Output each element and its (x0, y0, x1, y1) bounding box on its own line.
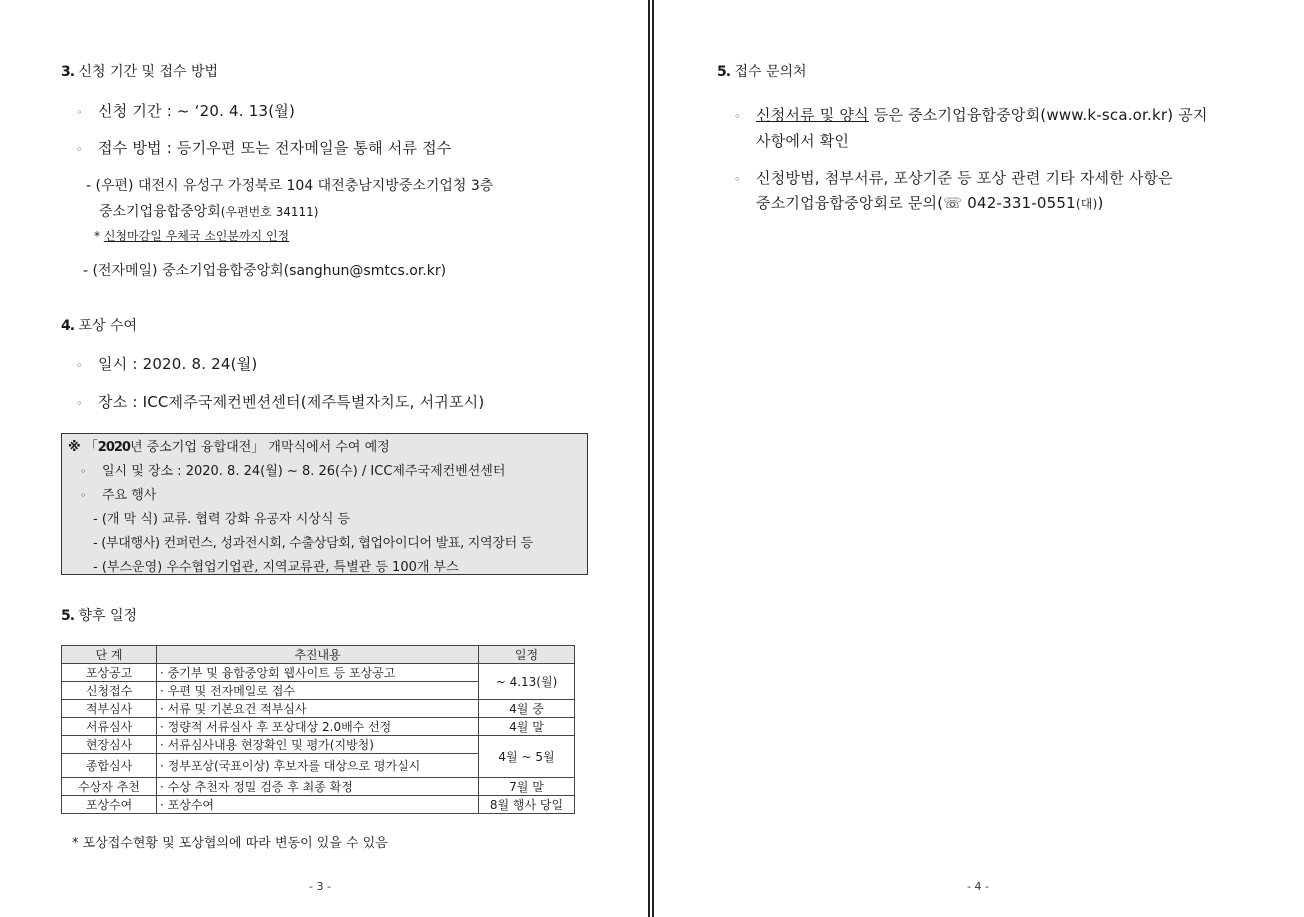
content-cell: · 서류심사내용 현장확인 및 평가(지방청) (157, 736, 479, 754)
note-event-booth: - (부스운영) 우수협업기업관, 지역교류관, 특별관 등 100개 부스 (93, 560, 459, 575)
stage-cell: 적부심사 (62, 700, 157, 718)
bullet-icon: ◦ (80, 465, 87, 478)
date-cell: 4월 중 (479, 700, 575, 718)
table-row (62, 778, 575, 796)
bullet-icon: ◦ (76, 143, 83, 156)
table-row (62, 736, 575, 754)
content-cell: · 정량적 서류심사 후 포상대상 2.0배수 선정 (157, 718, 479, 736)
section-3-heading: 3. 신청 기간 및 접수 방법 (61, 64, 219, 80)
award-place: ◦ 장소 : ICC제주국제컨벤션센터(제주특별자치도, 서귀포시) (76, 393, 485, 411)
note-main-events: ◦ 주요 행사 (80, 488, 157, 503)
stage-cell: 포상공고 (62, 664, 157, 682)
content-cell: · 서류 및 기본요건 적부심사 (157, 700, 479, 718)
date-cell: 4월 ~ 5월 (479, 736, 575, 778)
table-row (62, 664, 575, 682)
col-header-stage: 단 계 (62, 646, 157, 664)
document-page-4 (654, 0, 1304, 917)
event-note-box (61, 433, 588, 575)
content-cell: · 정부포상(국표이상) 후보자를 대상으로 평가실시 (157, 754, 479, 778)
bullet-icon: ◦ (80, 489, 87, 502)
stage-cell: 신청접수 (62, 682, 157, 700)
bullet-icon: ◦ (76, 359, 83, 372)
date-cell: 4월 말 (479, 718, 575, 736)
table-row (62, 718, 575, 736)
section-5-contact-heading: 5. 접수 문의처 (717, 64, 807, 80)
bullet-icon: ◦ (76, 397, 83, 410)
contact-bullet-forms-line2: 사항에서 확인 (756, 132, 850, 150)
page-number: - 4 - (967, 880, 989, 893)
col-header-content: 추진내용 (157, 646, 479, 664)
stage-cell: 종합심사 (62, 754, 157, 778)
stage-cell: 현장심사 (62, 736, 157, 754)
bullet-icon: ◦ (76, 106, 83, 119)
email-submission: - (전자메일) 중소기업융합중앙회(sanghun@smtcs.or.kr) (83, 263, 447, 279)
section-5-heading: 5. 향후 일정 (61, 608, 138, 624)
content-cell: · 포상수여 (157, 796, 479, 814)
note-date-place: ◦ 일시 및 장소 : 2020. 8. 24(월) ~ 8. 26(수) / ICC제주국제컨벤션센터 (80, 464, 506, 479)
postal-deadline-note: * 신청마감일 우체국 소인분까지 인정 (94, 229, 290, 243)
schedule-table (61, 645, 575, 814)
note-event-side: - (부대행사) 컨퍼런스, 성과전시회, 수출상담회, 협업아이디어 발표, 지역장터 등 (93, 536, 533, 551)
date-cell: 8월 행사 당일 (479, 796, 575, 814)
award-date: ◦ 일시 : 2020. 8. 24(월) (76, 355, 258, 373)
bullet-icon: ◦ (734, 110, 741, 123)
table-row (62, 796, 575, 814)
col-header-date: 일정 (479, 646, 575, 664)
document-page-3 (0, 0, 648, 917)
bullet-icon: ◦ (734, 173, 741, 186)
page-number: - 3 - (309, 880, 331, 893)
application-method: ◦ 접수 방법 : 등기우편 또는 전자메일을 통해 서류 접수 (76, 139, 452, 157)
contact-bullet-inquiry-line2: 중소기업융합중앙회로 문의(☏ 042-331-0551(대)) (756, 194, 1104, 212)
stage-cell: 서류심사 (62, 718, 157, 736)
stage-cell: 수상자 추천 (62, 778, 157, 796)
contact-bullet-forms: ◦ 신청서류 및 양식 등은 중소기업융합중앙회(www.k-sca.or.kr) 공지 (734, 106, 1208, 124)
content-cell: · 중기부 및 융합중앙회 웹사이트 등 포상공고 (157, 664, 479, 682)
section-4-heading: 4. 포상 수여 (61, 318, 138, 334)
schedule-footnote: * 포상접수현황 및 포상협의에 따라 변동이 있을 수 있음 (72, 836, 388, 851)
note-title: ※ 「2020년 중소기업 융합대전」 개막식에서 수여 예정 (68, 440, 390, 455)
stage-cell: 포상수여 (62, 796, 157, 814)
postal-address-line1: - (우편) 대전시 유성구 가정북로 104 대전충남지방중소기업청 3층 (86, 178, 494, 194)
postal-address-line2: 중소기업융합중앙회(우편번호 34111) (99, 204, 319, 220)
table-header-row (62, 646, 575, 664)
date-cell: 7월 말 (479, 778, 575, 796)
note-event-opening: - (개 막 식) 교류. 협력 강화 유공자 시상식 등 (93, 512, 351, 527)
application-period: ◦ 신청 기간 : ~ ‘20. 4. 13(월) (76, 102, 296, 120)
table-row (62, 700, 575, 718)
content-cell: · 수상 추천자 정밀 검증 후 최종 확정 (157, 778, 479, 796)
content-cell: · 우편 및 전자메일로 접수 (157, 682, 479, 700)
contact-bullet-inquiry: ◦ 신청방법, 첨부서류, 포상기준 등 포상 관련 기타 자세한 사항은 (734, 169, 1173, 187)
date-cell: ~ 4.13(월) (479, 664, 575, 700)
